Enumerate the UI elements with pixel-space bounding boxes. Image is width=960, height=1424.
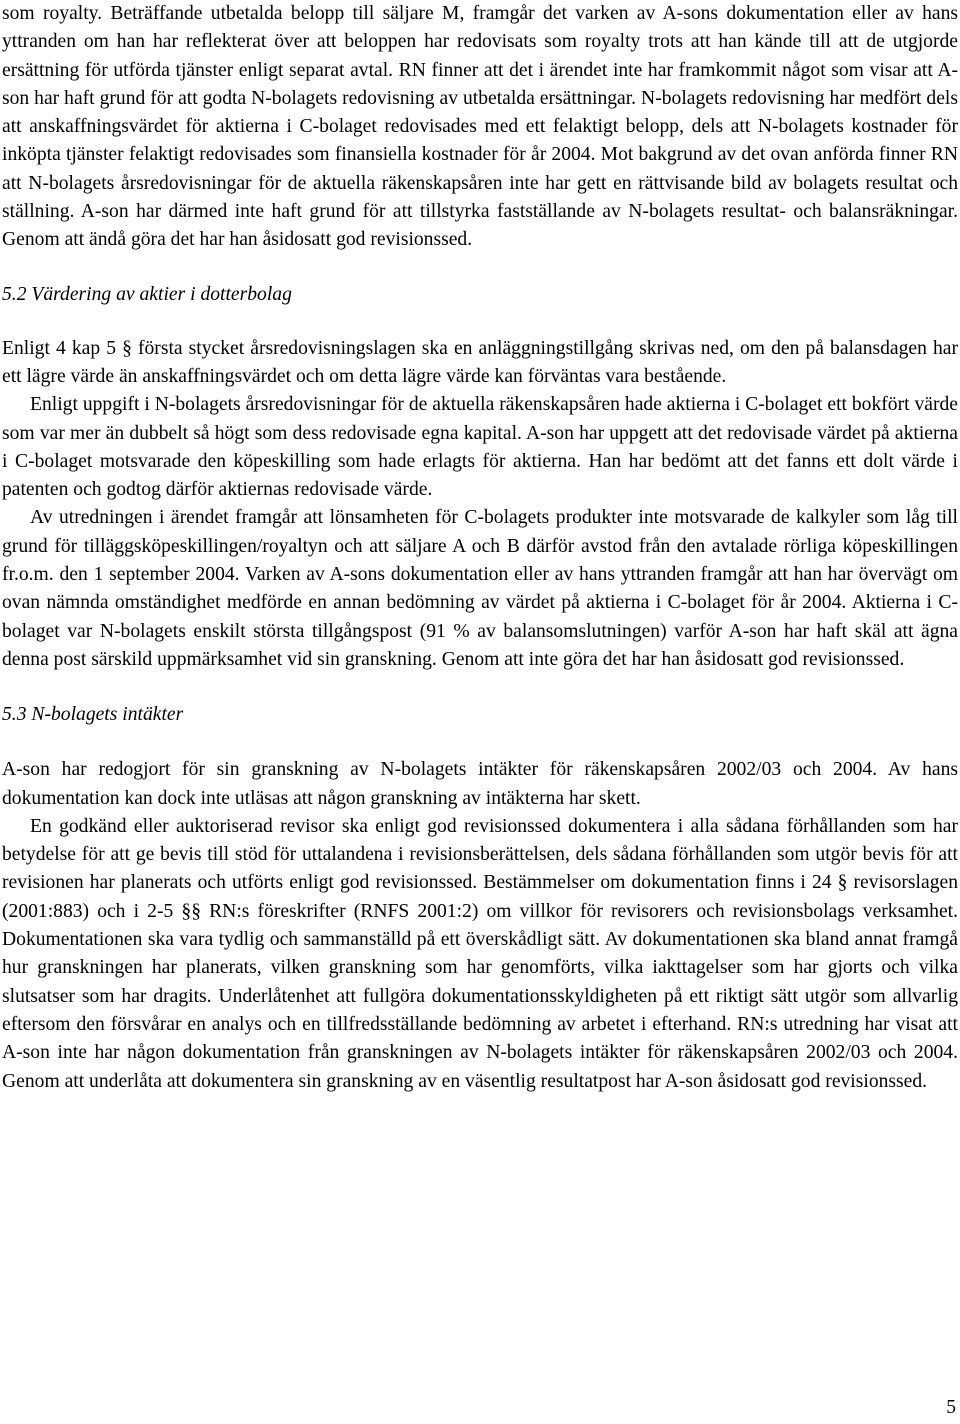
intro-paragraph: som royalty. Beträffande utbetalda belopp till säljare M, framgår det varken av A-sons dokumentation eller av hans yttranden om han har reflekterat över att beloppen har redovisats som royalty trots att han kände till att de utgjorde ersättning för utförda tjänster enligt separat avtal. RN finner att det i ärendet inte har framkommit något som visar att A-son har haft grund för att godta N-bolagets redovisning av utbetalda ersättningar. N-bolagets redovisning har medfört dels att anskaffningsvärdet för aktierna i C-bolaget redovisades med ett felaktigt belopp, dels att N-bolagets kostnader för inköpta tjänster felaktigt redovisades som finansiella kostnader för år 2004. Mot bakgrund av det ovan anförda finner RN att N-bolagets årsredovisningar för de aktuella räkenskapsåren inte har gett en rättvisande bild av bolagets resultat och ställning. A-son har därmed inte haft grund för att tillstyrka fastställande av N-bolagets resultat- och balansräkningar. Genom att ändå göra det har han åsidosatt god revisionssed.: [2, 3, 958, 251]
document-page: [2, 0, 958, 1096]
section-5-3-body: [2, 756, 958, 1096]
paragraph: Enligt 4 kap 5 § första stycket årsredovisningslagen ska en anläggningstillgång skrivas ned, om den på balansdagen har ett lägre värde än anskaffningsvärdet och om detta lägre värde kan förväntas vara bestående.: [2, 337, 958, 387]
section-heading-5-3: 5.3 N-bolagets intäkter: [2, 704, 184, 726]
paragraph: Av utredningen i ärendet framgår att lönsamheten för C-bolagets produkter inte motsvarade de kalkyler som låg till grund för tilläggsköpeskillingen/royaltyn och att säljare A och B därför avstod från den avtalade rörliga köpeskillingen fr.o.m. den 1 september 2004. Varken av A-sons dokumentation eller av hans yttranden framgår att han har övervägt om ovan nämnda omständighet medförde en annan bedömning av värdet på aktierna i C-bolaget för år 2004. Aktierna i C-bolaget var N-bolagets enskilt största tillgångspost (91 % av balansomslutningen) varför A-son har haft skäl att ägna denna post särskild uppmärksamhet vid sin granskning. Genom att inte göra det har han åsidosatt god revisionssed.: [2, 507, 958, 670]
paragraph: A-son har redogjort för sin granskning av N-bolagets intäkter för räkenskapsåren 2002/03 och 2004. Av hans dokumentation kan dock inte utläsas att någon granskning av intäkterna har skett.: [2, 759, 958, 809]
section-5-2-body: [2, 335, 958, 675]
paragraph: En godkänd eller auktoriserad revisor ska enligt god revisionssed dokumentera i alla sådana förhållanden som har betydelse för att ge bevis till stöd för uttalandena i revisionsberättelsen, dels sådana förhållanden som utgör bevis för att revisionen har planerats och utförts enligt god revisionssed. Bestämmelser om dokumentation finns i 24 § revisorslagen (2001:883) och i 2-5 §§ RN:s föreskrifter (RNFS 2001:2) om villkor för revisorers och revisionsbolags verksamhet. Dokumentationen ska vara tydlig och sammanställd på ett överskådligt sätt. Av dokumentationen ska bland annat framgå hur granskningen har planerats, vilken granskning som har genomförts, vilka iakttagelser som har gjorts och vilka slutsatser som har dragits. Underlåtenhet att fullgöra dokumentationsskyldigheten på ett riktigt sätt utgör som allvarlig eftersom den försvårar en analys och en tillfredsställande bedömning av arbetet i efterhand. RN:s utredning har visat att A-son inte har någon dokumentation från granskningen av N-bolagets intäkter för räkenskapsåren 2002/03 och 2004. Genom att underlåta att dokumentera sin granskning av en väsentlig resultatpost har A-son åsidosatt god revisionssed.: [2, 815, 958, 1092]
section-heading-5-2: 5.2 Värdering av aktier i dotterbolag: [2, 283, 292, 305]
paragraph: Enligt uppgift i N-bolagets årsredovisningar för de aktuella räkenskapsåren hade aktierna i C-bolaget ett bokfört värde som var mer än dubbelt så högt som dess redovisade egna kapital. A-son har uppgett att det redovisade värdet på aktierna i C-bolaget motsvarade den köpeskilling som hade erlagts för aktierna. Han har bedömt att det fanns ett dolt värde i patenten och godtog därför aktiernas redovisade värde.: [2, 394, 958, 501]
page-number: 5: [946, 1397, 956, 1418]
